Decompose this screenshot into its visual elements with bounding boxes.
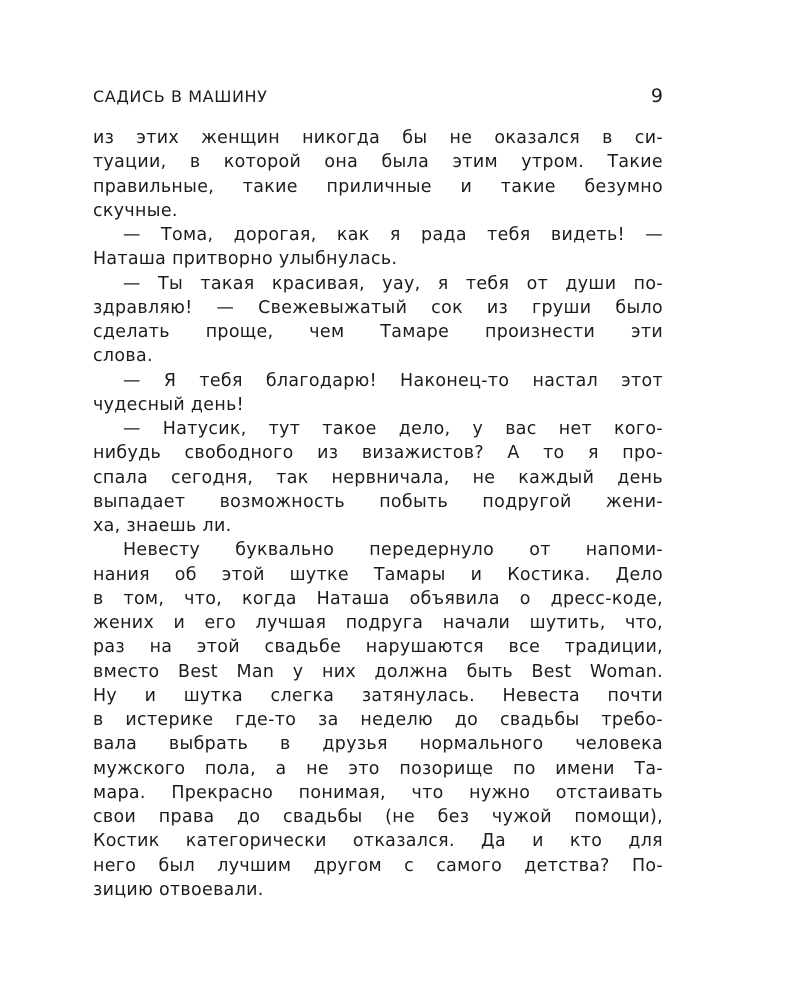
text-line: — Натусик, тут такое дело, у вас нет кого-	[123, 419, 663, 439]
text-line: вала выбрать в друзья нормального человека	[93, 734, 663, 755]
text-line: мужского пола, а не это позорище по имени Та-	[93, 758, 663, 779]
page-header	[93, 84, 663, 108]
text-line: Наташа притворно улыбнулась.	[93, 249, 398, 270]
text-line: в том, что, когда Наташа объявила о дресс-коде,	[93, 588, 663, 609]
text-line: жених и его лучшая подруга начали шутить, что,	[93, 613, 663, 633]
text-line: слова.	[93, 346, 153, 367]
text-line: Невесту буквально передернуло от напоми-	[123, 540, 663, 561]
body-text	[93, 126, 663, 902]
text-line: зицию отвоевали.	[93, 879, 264, 900]
page-number: 9	[650, 85, 663, 107]
text-line: чудесный день!	[93, 394, 244, 415]
text-line: спала сегодня, так нервничала, не каждый день	[93, 467, 663, 488]
text-line: правильные, такие приличные и такие безумно	[93, 176, 663, 197]
text-line: нания об этой шутке Тамары и Костика. Дело	[93, 564, 663, 585]
text-line: мара. Прекрасно понимая, что нужно отстаивать	[93, 782, 663, 803]
text-line: выпадает возможность побыть подругой жени-	[93, 491, 663, 512]
text-line: — Тома, дорогая, как я рада тебя видеть! —	[123, 225, 663, 245]
text-line: в истерике где-то за неделю до свадьбы требо-	[93, 710, 663, 730]
text-line: раз на этой свадьбе нарушаются все традиции,	[93, 637, 663, 658]
text-line: из этих женщин никогда бы не оказался в си-	[93, 128, 663, 148]
text-line: туации, в которой она была этим утром. Такие	[93, 152, 663, 173]
text-line: ха, знаешь ли.	[93, 516, 232, 536]
text-line: свои права до свадьбы (не без чужой помощи),	[93, 807, 663, 827]
text-line: него был лучшим другом с самого детства? По-	[93, 855, 663, 876]
text-line: Костик категорически отказался. Да и кто для	[93, 831, 663, 852]
running-title: САДИСЬ В МАШИНУ	[93, 86, 268, 106]
text-line: сделать проще, чем Тамаре произнести эти	[93, 322, 663, 342]
text-line: Ну и шутка слегка затянулась. Невеста почти	[93, 685, 663, 706]
text-line: вместо Best Man у них должна быть Best Woman.	[93, 661, 663, 682]
text-line: нибудь свободного из визажистов? А то я про-	[93, 443, 663, 464]
text-line: здравляю! — Свежевыжатый сок из груши было	[93, 297, 663, 318]
text-line: — Ты такая красивая, уау, я тебя от души по-	[123, 273, 663, 294]
text-line: скучные.	[93, 200, 178, 221]
text-line: — Я тебя благодарю! Наконец-то настал этот	[123, 370, 663, 391]
